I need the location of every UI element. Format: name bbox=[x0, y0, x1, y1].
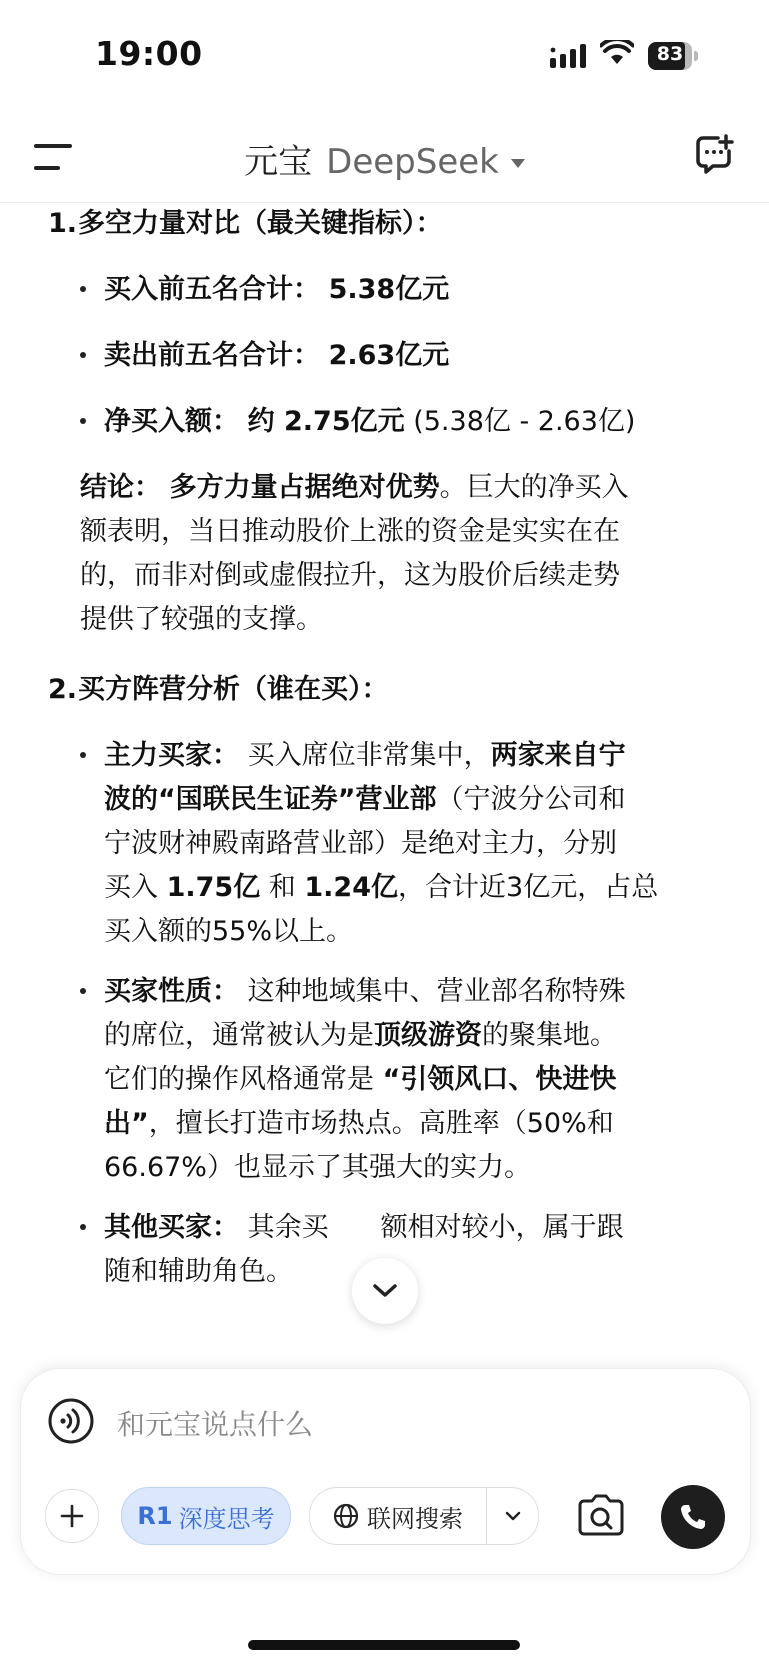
message-input[interactable]: 和元宝说点什么 bbox=[117, 1408, 314, 1441]
search-options-dropdown[interactable] bbox=[487, 1488, 538, 1544]
cellular-signal-icon bbox=[550, 44, 588, 68]
wifi-icon bbox=[600, 40, 634, 66]
phone-icon bbox=[678, 1502, 708, 1532]
list-item: 买入前五名合计： 5.38亿元 bbox=[104, 274, 450, 305]
battery-level: 83 bbox=[656, 43, 684, 65]
caret-down-icon bbox=[511, 159, 525, 168]
voice-input-icon[interactable] bbox=[47, 1397, 95, 1445]
status-time: 19:00 bbox=[95, 34, 203, 73]
plus-icon bbox=[60, 1504, 84, 1528]
model-selector[interactable] bbox=[0, 134, 769, 183]
section-heading: 2.买方阵营分析（谁在买）： bbox=[48, 674, 389, 705]
list-item: 买家性质： 这种地域集中、营业部名称特殊 的席位，通常被认为是顶级游资的聚集地。 它们的操作风格通常是 “引领风口、快进快 出”，擅长打造市场热点。高胜率（50%和 66.67%）也显示了其强大的实力。 bbox=[104, 976, 626, 1183]
voice-call-button[interactable] bbox=[661, 1485, 725, 1549]
list-item: 其他买家： 其余买 额相对较小，属于跟 随和辅助角色。 bbox=[104, 1212, 624, 1287]
list-item: 主力买家： 买入席位非常集中，两家来自宁 波的“国联民生证券”营业部（宁波分公司和 宁波财神殿南路营业部）是绝对主力，分别 买入 1.75亿 和 1.24亿，合计近3亿元，占总 买入额的55%以上。 bbox=[104, 740, 659, 947]
deep-think-toggle[interactable]: R1 深度思考 bbox=[121, 1487, 291, 1545]
globe-icon bbox=[333, 1503, 359, 1529]
chevron-down-icon bbox=[505, 1511, 521, 1521]
app-header bbox=[0, 110, 769, 203]
chevron-down-icon bbox=[372, 1283, 398, 1299]
scroll-to-bottom-button[interactable] bbox=[352, 1258, 418, 1324]
web-search-button[interactable]: 联网搜索 bbox=[310, 1488, 486, 1544]
chat-response bbox=[0, 202, 769, 1372]
model-name: DeepSeek bbox=[326, 142, 499, 182]
web-search-group bbox=[309, 1487, 539, 1545]
list-item: 净买入额： 约 2.75亿元 (5.38亿 - 2.63亿) bbox=[104, 406, 636, 437]
add-attachment-button[interactable] bbox=[45, 1489, 99, 1543]
list-item: 卖出前五名合计： 2.63亿元 bbox=[104, 340, 450, 371]
battery-indicator bbox=[648, 42, 700, 70]
camera-icon[interactable] bbox=[577, 1493, 625, 1537]
r1-badge: R1 bbox=[137, 1502, 173, 1530]
conclusion-paragraph: 结论： 多方力量占据绝对优势。巨大的净买入 额表明，当日推动股价上涨的资金是实实在在 的，而非对倒或虚假拉升，这为股价后续走势 提供了较强的支撑。 bbox=[80, 472, 629, 635]
status-bar bbox=[0, 0, 769, 110]
new-chat-icon[interactable] bbox=[694, 134, 734, 174]
app-name: 元宝 bbox=[244, 142, 313, 182]
home-indicator bbox=[248, 1640, 520, 1650]
chat-input-panel bbox=[20, 1368, 751, 1575]
section-heading: 1.多空力量对比（最关键指标）： bbox=[48, 208, 443, 239]
